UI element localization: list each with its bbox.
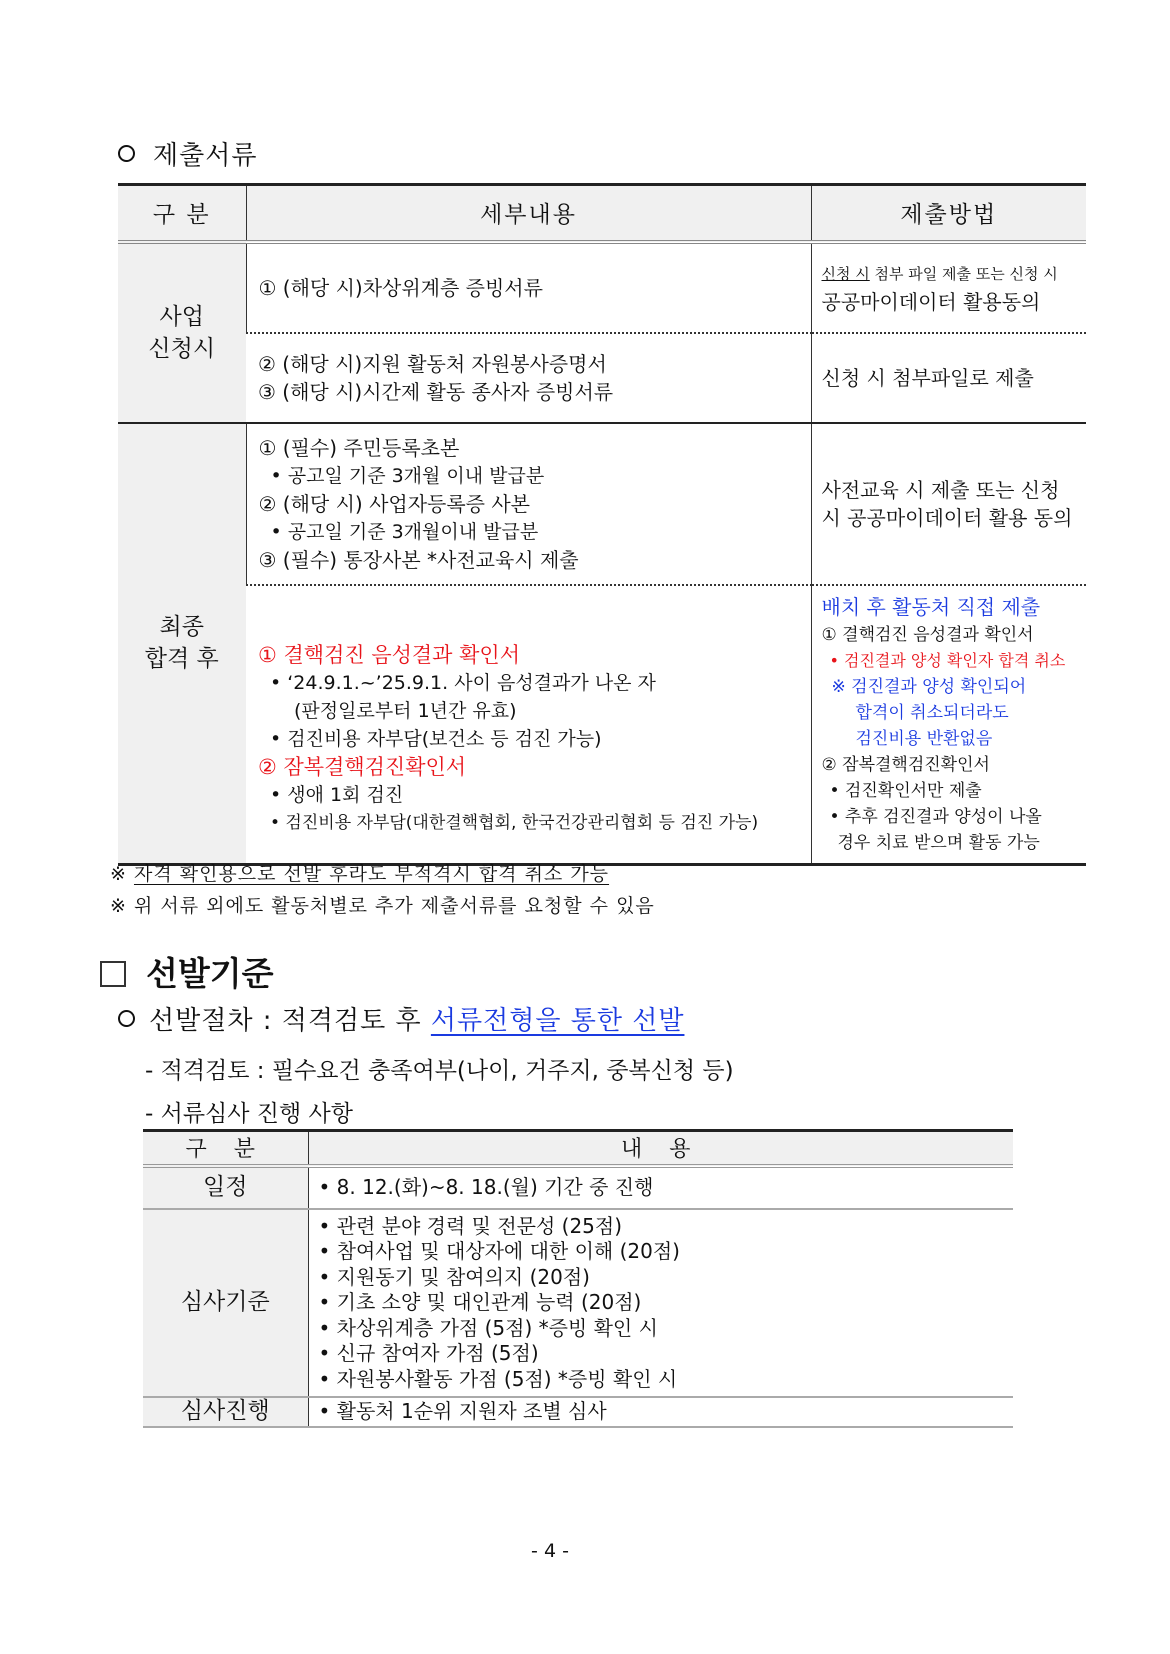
method-cell: 배치 후 활동처 직접 제출 ① 결핵검진 음성결과 확인서 • 검진결과 양성 확인자 합격 취소 ※ 검진결과 양성 확인되어 합격이 취소되더라도 검진비용 반환없음 ② 잠복결핵검진확인서 • 검진확인서만 제출 • 추후 검진결과 양성이 나올 경우 치료 받으며 활동 가능 [811,585,1086,865]
table-row [118,333,1086,423]
square-bullet-icon [100,961,126,987]
section-title: 제출서류 [153,141,258,171]
category-application: 사업 신청시 [118,242,246,423]
category-final: 최종 합격 후 [118,423,246,865]
section-heading-selection: 선발기준 [100,948,274,995]
eligibility-line: - 적격검토 : 필수요건 충족여부(나이, 거주지, 중복신청 등) [145,1058,734,1084]
header-content: 내 용 [308,1131,1013,1166]
table-row [143,1397,1013,1427]
category-cell: 심사진행 [143,1397,308,1427]
note-item: ※ 위 서류 외에도 활동처별로 추가 제출서류를 요청할 수 있음 [110,895,655,917]
header-details: 세부내용 [246,185,811,242]
header-category: 구 분 [118,185,246,242]
table-row [118,423,1086,585]
content-cell: • 관련 분야 경력 및 전문성 (25점) • 참여사업 및 대상자에 대한 이해 (20점) • 지원동기 및 참여의지 (20점) • 기초 소양 및 대인관계 능력 (20점) • 차상위계층 가점 (5점) *증빙 확인 시 • 신규 참여자 가점 (5점) • 자원봉사활동 가점 (5점) *증빙 확인 시 [308,1209,1013,1398]
page-number: - 4 - [531,1540,569,1562]
table-header-row [118,185,1086,242]
content-cell: • 활동처 1순위 지원자 조별 심사 [308,1397,1013,1427]
content-cell: • 8. 12.(화)~8. 18.(월) 기간 중 진행 [308,1166,1013,1209]
details-cell: ② (해당 시)지원 활동처 자원봉사증명서 ③ (해당 시)시간제 활동 종사자 증빙서류 [246,333,811,423]
category-cell: 심사기준 [143,1209,308,1398]
review-title: - 서류심사 진행 사항 [145,1101,353,1127]
method-cell: 신청 시 첨부파일로 제출 [811,333,1086,423]
table-row [118,585,1086,865]
details-cell: ① (필수) 주민등록초본 • 공고일 기준 3개월 이내 발급분 ② (해당 시) 사업자등록증 사본 • 공고일 기준 3개월이내 발급분 ③ (필수) 통장사본 *사전교육시 제출 [246,423,811,585]
details-cell: ① 결핵검진 음성결과 확인서 • ‘24.9.1.~’25.9.1. 사이 음성결과가 나온 자 (판정일로부터 1년간 유효) • 검진비용 자부담(보건소 등 검진 가능) ② 잠복결핵검진확인서 • 생애 1회 검진 • 검진비용 자부담(대한결핵협회, 한국건강관리협회 등 검진 가능) [246,585,811,865]
section-heading-documents [118,135,257,172]
header-category: 구 분 [143,1131,308,1166]
notes [110,858,655,922]
table-row [143,1166,1013,1209]
table-row [118,242,1086,333]
note-item: ※ 자격 확인용으로 선발 후라도 부적격시 합격 취소 가능 [110,863,610,885]
table-row [143,1209,1013,1398]
circle-bullet-icon [118,145,135,162]
table-header-row [143,1131,1013,1166]
details-cell: ① (해당 시)차상위계층 증빙서류 [246,242,811,333]
category-cell: 일정 [143,1166,308,1209]
circle-bullet-icon [118,1010,135,1027]
selection-procedure: 선발절차 : 적격검토 후 서류전형을 통한 선발 [118,1000,684,1037]
review-table [143,1129,1013,1428]
method-cell: 신청 시 첨부 파일 제출 또는 신청 시 공공마이데이터 활용동의 [811,242,1086,333]
method-cell: 사전교육 시 제출 또는 신청 시 공공마이데이터 활용 동의 [811,423,1086,585]
documents-table [118,183,1086,866]
procedure-link[interactable]: 서류전형을 통한 선발 [430,1006,685,1036]
header-method: 제출방법 [811,185,1086,242]
